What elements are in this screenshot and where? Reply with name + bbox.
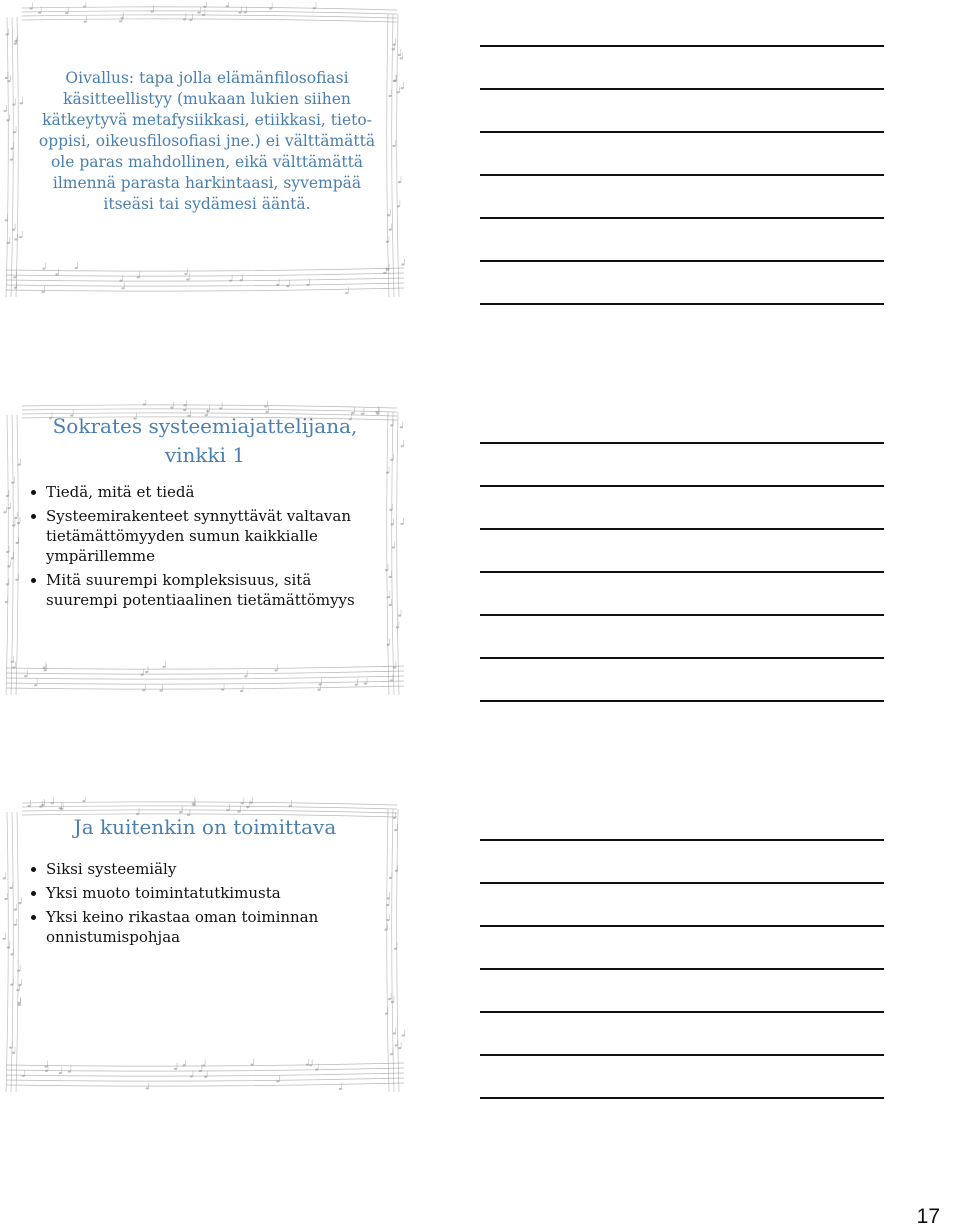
- bullet-dot-icon: [31, 891, 36, 896]
- bullet-item: Mitä suurempi kompleksisuus, sitä suurempi potentiaalinen tietämättömyys: [28, 570, 378, 610]
- note-line: [480, 217, 884, 219]
- note-line: [480, 88, 884, 90]
- note-line: [480, 303, 884, 305]
- bullet-list: [28, 859, 378, 951]
- bullet-item: Yksi keino rikastaa oman toiminnan onnistumispohjaa: [28, 907, 378, 947]
- note-line: [480, 657, 884, 659]
- slide-title: Ja kuitenkin on toimittava: [73, 815, 337, 839]
- slide-2: [2, 400, 408, 705]
- bullet-item: Yksi muoto toimintatutkimusta: [28, 883, 378, 903]
- note-line: [480, 571, 884, 573]
- slide-quote-text: Oivallus: tapa jolla elämänfilosofiasi käsitteellistyy (mukaan lukien siihen kätkeytyvä metafysiikkasi, etiikkasi, tieto-oppisi, oikeusfilosofiasi jne.) ei välttämättä ole paras mahdollinen, eikä välttämättä ilmennä parasta harkintaasi, syvempää itseäsi tai sydämesi ääntä.: [38, 69, 376, 213]
- note-line: [480, 1011, 884, 1013]
- note-line: [480, 442, 884, 444]
- note-line: [480, 485, 884, 487]
- slide-1: [2, 2, 408, 307]
- bullet-item: Tiedä, mitä et tiedä: [28, 482, 378, 502]
- note-line: [480, 614, 884, 616]
- note-line: [480, 882, 884, 884]
- note-line: [480, 174, 884, 176]
- bullet-dot-icon: [31, 578, 36, 583]
- note-line: [480, 968, 884, 970]
- bullet-dot-icon: [31, 915, 36, 920]
- note-line: [480, 45, 884, 47]
- note-line: [480, 260, 884, 262]
- note-line: [480, 700, 884, 702]
- slide-title: Sokrates systeemiajattelijana, vinkki 1: [52, 414, 358, 467]
- note-line: [480, 925, 884, 927]
- note-line: [480, 131, 884, 133]
- note-line: [480, 528, 884, 530]
- bullet-dot-icon: [31, 490, 36, 495]
- note-line: [480, 839, 884, 841]
- page-number: 17: [916, 1205, 940, 1228]
- bullet-dot-icon: [31, 867, 36, 872]
- note-line: [480, 1054, 884, 1056]
- slide-3: [2, 797, 408, 1102]
- bullet-item: Systeemirakenteet synnyttävät valtavan tietämättömyyden sumun kaikkialle ympärillemme: [28, 506, 378, 566]
- note-line: [480, 1097, 884, 1099]
- bullet-list: [28, 482, 378, 614]
- bullet-item: Siksi systeemiäly: [28, 859, 378, 879]
- bullet-dot-icon: [31, 514, 36, 519]
